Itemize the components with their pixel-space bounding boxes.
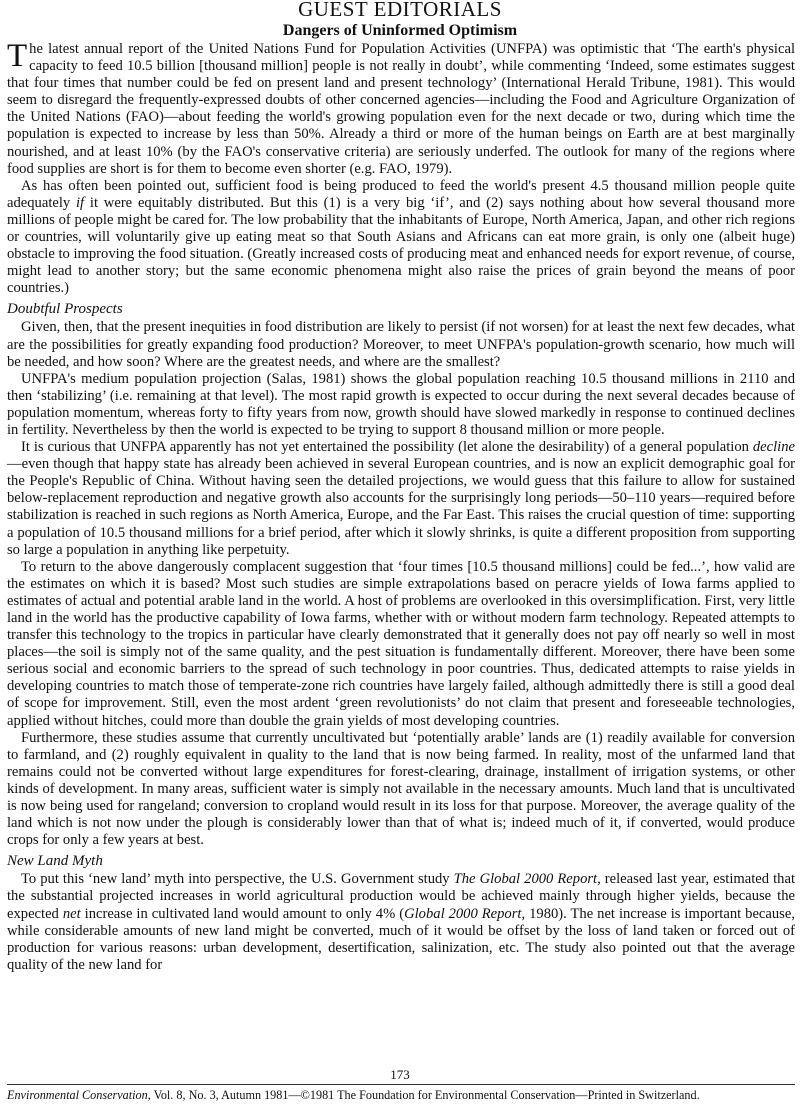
paragraph	[7, 559, 795, 730]
paragraph	[7, 371, 795, 439]
emphasis: if	[76, 194, 85, 211]
article-body	[7, 38, 795, 974]
paragraph	[7, 871, 795, 974]
footer-citation	[7, 1088, 797, 1103]
emphasis: net	[62, 905, 81, 922]
paragraph-text: To put this ‘new land’ myth into perspective, the U.S. Government study	[21, 871, 454, 888]
editorial-title: Dangers of Uninformed Optimism	[282, 22, 518, 39]
paragraph-text: he latest annual report of the United Nations Fund for Population Activities (UNFPA) was optimistic that ‘The earth's physical capacity to feed 10.5 billion [thousand million] people is not really in doubt’, while commenting ‘Indeed, some estimates suggest that four times that number could be fed on present land and present technology’ (International Herald Tribune, 1981). This would seem to disregard the frequently-expressed doubts of other concerned agencies—including the Food and Agriculture Organization of the United Nations (FAO)—about feeding the world's growing population even for the next decade or two, during which time the population is expected to increase by less than 50%. Already a third or more of the human beings on Earth are at best marginally nourished, and at least 10% (by the FAO's conservative criteria) are seriously underfed. The outlook for many of the regions where food supplies are short is for them to become even shorter (e.g. FAO, 1979).	[7, 41, 795, 177]
paragraph-text: increase in cultivated land would amount to only 4% (	[80, 905, 405, 922]
paragraph	[7, 178, 795, 298]
drop-cap: T	[7, 38, 28, 74]
paragraph-text: Furthermore, these studies assume that currently uncultivated but ‘potentially arable’ lands are (1) readily available for conversion to farmland, and (2) roughly equivalent in quality to the land that is now being farmed. In reality, most of the unfarmed land that remains could not be converted without large expenditures for forest-clearing, drainage, installment of irrigation systems, or other kinds of development. In many areas, sufficient water is simply not available in the necessary amounts. Much land that is uncultivated is now being used for rangeland; conversion to cropland would result in its loss for that purpose. Moreover, the average quality of the land which is not now under the plough is considerably lower than that of what is; indeed much of it, if converted, would produce crops for only a few years at best.	[7, 729, 795, 849]
paragraph-text: UNFPA's medium population projection (Salas, 1981) shows the global population reaching 10.5 thousand millions in 2110 and then ‘stabilizing’ (i.e. remaining at that level). The most rapid growth is expected to occur during the next several decades because of population momentum, whereas forty to fifty years from now, growth should have slowed markedly in response to continued declines in fertility. Nevertheless by then the world is expected to be trying to support 8 thousand million or more people.	[7, 370, 795, 438]
paragraph	[7, 38, 795, 178]
subheading-doubtful-prospects: Doubtful Prospects	[7, 301, 123, 318]
section-heading: GUEST EDITORIALS	[298, 0, 502, 21]
emphasis: decline	[752, 439, 795, 456]
paragraph	[7, 730, 795, 850]
paragraph-text: To return to the above dangerously complacent suggestion that ‘four times [10.5 thousand millions] could be fed...’, how valid are the estimates on which it is based? Most such studies are simple extrapolations based on peracre yields of Iowa farms applied to estimates of actual and potential arable land in the world. A host of problems are overlooked in this oversimplification. First, very little land in the world has the productive capability of Iowa farms, whether with or without modern farm technology. Repeated attempts to transfer this technology to the tropics in particular have clearly demonstrated that it generally does not pay off nearly so well in most places—the soil is simply not of the same quality, and the pest situation is fundamentally different. Moreover, there have been some serious social and economic barriers to the spread of such technology in poor countries. Thus, dedicated attempts to raise yields in developing countries to match those of temperate-zone rich countries have largely failed, although admittedly there is still a good deal of scope for improvement. Still, even the most ardent ‘green revolutionists’ do not claim that present and foreseeable technologies, applied without hitches, could more than double the grain yields of most developing countries.	[7, 558, 795, 729]
paragraph-text: 1980). The net increase is important because, while considerable amounts of new land might be converted, much of it would be offset by the loss of land taken or forced out of production for various reasons: urban development, desertification, salinization, etc. The study also pointed out that the average quality of the new land for	[7, 905, 795, 973]
paragraph	[7, 319, 795, 370]
paragraph-text: It is curious that UNFPA apparently has not yet entertained the possibility (let alone the desirability) of a general population	[21, 439, 753, 456]
paragraph-text: —even though that happy state has already been achieved in several European countries, and is now an explicit demographic goal for the People's Republic of China. Without having seen the detailed projections, we would guess that this failure to allow for sustained below-replacement reproduction and negative growth also accounts for the surprisingly long periods—50–110 years—required before stabilization is reached in such regions as North America, Europe, and the Far East. This raises the crucial question of time: supporting a population of 10.5 thousand millions for a brief period, after which it slowly shrinks, is quite a different proposition from supporting so large a population in anything like perpetuity.	[7, 456, 795, 558]
paragraph-text: As has often been pointed out, sufficient food is being produced to feed the world's present 4.5 thousand million people quite adequately	[7, 177, 795, 211]
emphasis: The Global 2000 Report,	[453, 871, 601, 888]
paragraph	[7, 439, 795, 559]
paragraph-text: released last year, estimated that the substantial projected increases in world agricultural production would be achieved mainly through higher yields, because the expected	[7, 871, 795, 922]
citation-text: Vol. 8, No. 3, Autumn 1981—©1981 The Foundation for Environmental Conservation—Printed in Switzerland.	[150, 1088, 700, 1102]
paragraph-text: Given, then, that the present inequities in food distribution are likely to persist (if not worsen) for at least the next few decades, what are the possibilities for greatly expanding food production? Moreover, to meet UNFPA's population-growth scenario, how much will be needed, and how soon? Where are the greatest needs, and where are the smallest?	[7, 319, 795, 370]
journal-name: Environmental Conservation,	[7, 1088, 151, 1102]
subheading-new-land-myth: New Land Myth	[7, 853, 103, 870]
emphasis: Global 2000 Report,	[404, 905, 526, 922]
footer-divider	[7, 1084, 795, 1085]
page-number: 173	[390, 1067, 410, 1082]
paragraph-text: it were equitably distributed. But this (1) is a very big ‘if’, and (2) says nothing about how several thousand more millions of people might be cared for. The low probability that the inhabitants of Europe, North America, Japan, and other rich regions or countries, will voluntarily give up eating meat so that South Asians and Africans can eat more grain, is only one (albeit huge) obstacle to improving the food situation. (Greatly increased costs of producing meat and enhanced needs for export revenue, of course, might lead to another story; but the same economic phenomena might also raise the prices of grain beyond the means of poor countries.)	[7, 194, 795, 297]
